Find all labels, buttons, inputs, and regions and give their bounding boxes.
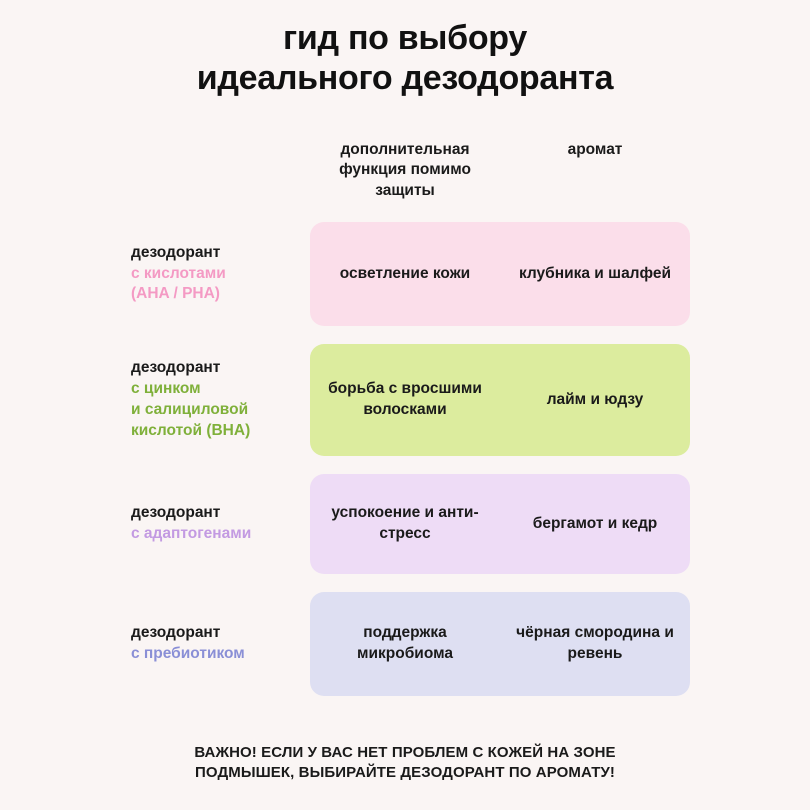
row-label-main: дезодорант bbox=[131, 243, 221, 261]
column-headers bbox=[310, 140, 690, 201]
column-header-scent: аромат bbox=[567, 141, 623, 158]
table-row bbox=[0, 222, 810, 326]
row-label-accent-2: (AHA / PHA) bbox=[131, 285, 220, 303]
row-label-accent-2: и салициловой bbox=[131, 401, 249, 418]
title-line-2: идеального дезодоранта bbox=[196, 59, 614, 98]
footer-line-1: ВАЖНО! ЕСЛИ У ВАС НЕТ ПРОБЛЕМ С КОЖЕЙ НА ЗОНЕ bbox=[194, 743, 616, 761]
table-row bbox=[0, 344, 810, 456]
page-title bbox=[0, 0, 810, 98]
cell-function: осветление кожи bbox=[339, 264, 471, 282]
cell-scent: клубника и шалфей bbox=[518, 264, 672, 282]
cell-function: поддержка микробиома bbox=[357, 624, 453, 662]
row-label-accent-3: кислотой (BHA) bbox=[131, 421, 251, 439]
row-label-main: дезодорант bbox=[131, 624, 221, 642]
row-label-accent-1: с кислотами bbox=[131, 264, 226, 282]
column-header-function: дополнительная функция помимо защиты bbox=[339, 141, 471, 199]
footer-note bbox=[0, 743, 810, 784]
title-line-1: гид по выбору bbox=[283, 19, 527, 57]
table-row bbox=[0, 474, 810, 574]
row-card bbox=[310, 344, 690, 456]
row-label-adaptogens bbox=[131, 474, 310, 574]
row-card bbox=[310, 592, 690, 696]
row-label-accent-1: с адаптогенами bbox=[131, 525, 252, 542]
cell-function: борьба с вросшими волосками bbox=[328, 380, 482, 418]
row-label-acids bbox=[131, 222, 310, 326]
cell-scent: чёрная смородина и ревень bbox=[516, 624, 674, 662]
footer-line-2: ПОДМЫШЕК, ВЫБИРАЙТЕ ДЕЗОДОРАНТ ПО АРОМАТУ! bbox=[195, 764, 615, 782]
row-card bbox=[310, 474, 690, 574]
cell-function: успокоение и анти-стресс bbox=[331, 504, 479, 542]
row-label-accent-1: с цинком bbox=[131, 380, 201, 398]
row-label-accent-1: с пребиотиком bbox=[131, 645, 245, 662]
cell-scent: бергамот и кедр bbox=[532, 514, 658, 532]
comparison-table bbox=[0, 222, 810, 714]
row-label-main: дезодорант bbox=[131, 504, 221, 522]
row-label-main: дезодорант bbox=[131, 359, 221, 377]
cell-scent: лайм и юдзу bbox=[546, 390, 644, 408]
row-label-zinc bbox=[131, 344, 310, 456]
row-card bbox=[310, 222, 690, 326]
table-row bbox=[0, 592, 810, 696]
row-label-prebiotic bbox=[131, 592, 310, 696]
